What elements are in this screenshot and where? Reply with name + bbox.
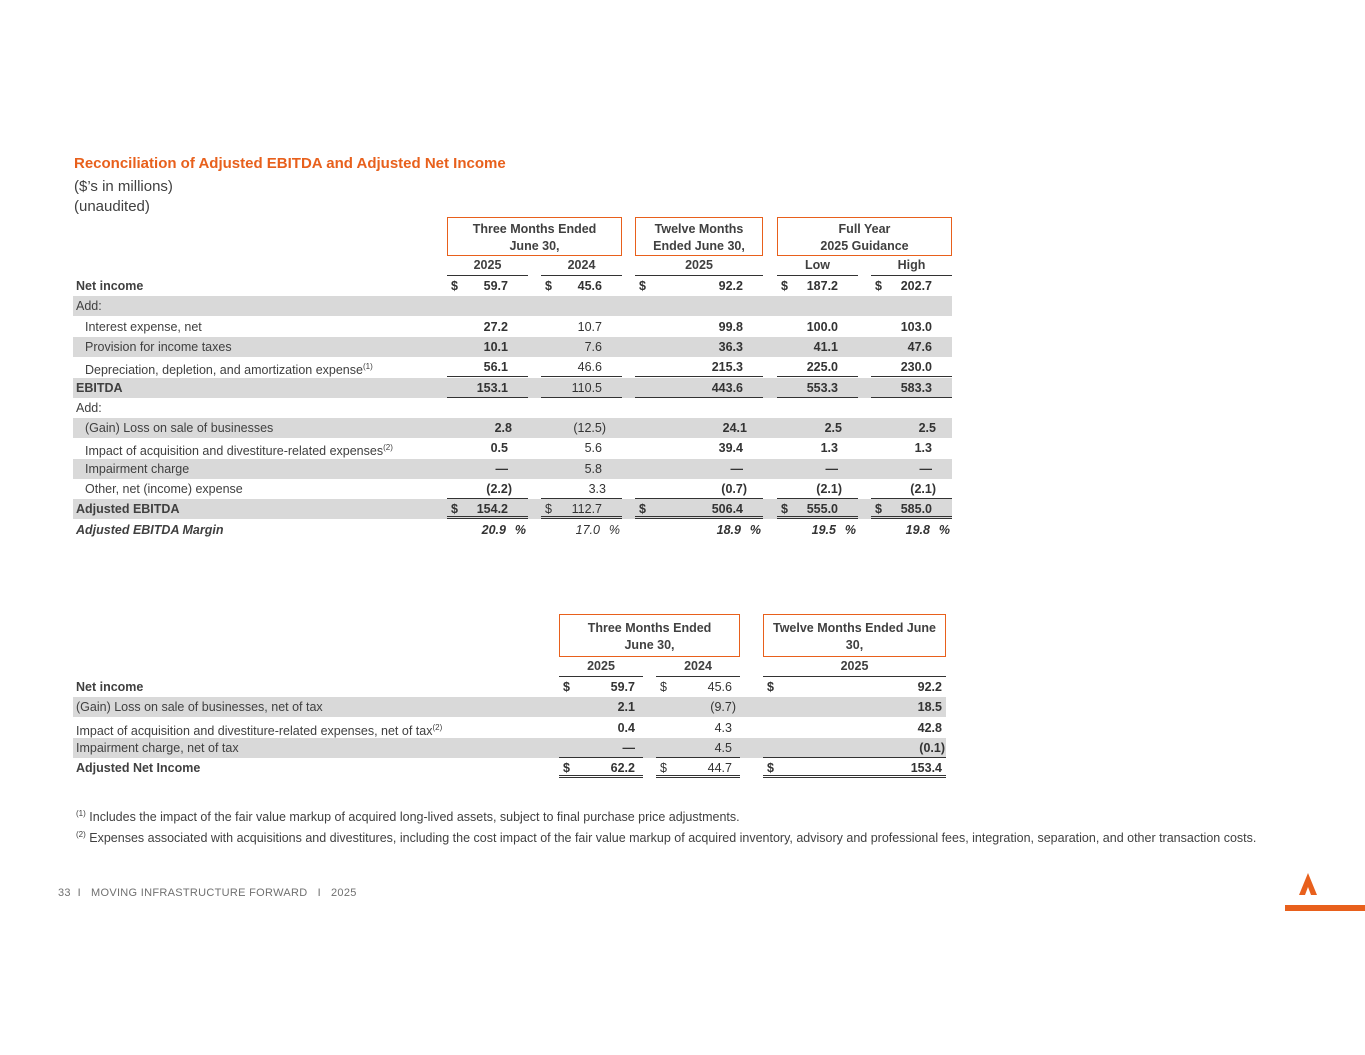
units-note: ($’s in millions) [74, 178, 173, 195]
currency-symbol: $ [875, 502, 882, 517]
currency-symbol: $ [563, 680, 570, 694]
cell-value: (2.1) [910, 482, 936, 496]
cell-value: 92.2 [917, 680, 942, 694]
cell-value: 24.1 [722, 421, 747, 436]
table-row [73, 337, 952, 357]
currency-symbol: $ [639, 502, 646, 517]
table-cell [559, 718, 643, 738]
cell-value: — [919, 461, 932, 476]
cell-value: 41.1 [813, 339, 838, 354]
cell-value: 5.6 [584, 441, 602, 456]
footnote-1-text: Includes the impact of the fair value markup of acquired long-lived assets, subject to final purchase price adjustments. [89, 810, 740, 825]
table-cell [559, 697, 643, 717]
row-label [76, 520, 223, 540]
table-cell [447, 317, 528, 337]
table-cell [635, 459, 763, 479]
cell-value: 583.3 [900, 380, 932, 395]
table-cell [777, 520, 858, 540]
col-2024-q-2: 2024 [656, 658, 740, 677]
row-label-text: Interest expense, net [85, 319, 202, 334]
page-number: 33 [58, 887, 71, 899]
row-label-text: Add: [76, 299, 102, 314]
col-2025-q-2: 2025 [559, 658, 643, 677]
row-label-text: Other, net (income) expense [85, 482, 243, 496]
table-cell [447, 499, 528, 519]
footnote-ref: (2) [432, 722, 443, 732]
cell-value: 46.6 [577, 360, 602, 375]
cell-value: 44.7 [707, 761, 732, 776]
page-title: Reconciliation of Adjusted EBITDA and Adjusted Net Income [74, 155, 506, 172]
cell-value: 19.5 [811, 522, 836, 537]
cell-value: 10.7 [577, 319, 602, 334]
table-cell [447, 459, 528, 479]
row-label-text: Impact of acquisition and divestiture-related expenses, net of tax [76, 723, 433, 738]
table-cell [541, 479, 622, 499]
cell-value: 1.3 [914, 441, 932, 456]
currency-symbol: $ [660, 680, 667, 694]
footnote-ref: (1) [362, 362, 373, 372]
cell-value: 202.7 [900, 279, 932, 293]
currency-symbol: $ [781, 502, 788, 517]
cell-value: 103.0 [900, 319, 932, 334]
col-2025-ttm: 2025 [635, 257, 763, 276]
table-cell [777, 357, 858, 377]
row-label-text: Impairment charge, net of tax [76, 740, 239, 755]
table-cell [635, 337, 763, 357]
footnote-ref: (2) [383, 443, 393, 453]
table-cell [777, 317, 858, 337]
cell-value: 2.8 [494, 421, 512, 436]
table-cell [656, 697, 740, 717]
footnote-2-mark: (2) [76, 830, 86, 839]
cell-value: 110.5 [571, 380, 602, 395]
cell-value: 0.4 [617, 720, 635, 735]
row-label [85, 479, 243, 499]
cell-value: 47.6 [907, 339, 932, 354]
table-cell [541, 276, 622, 296]
table-cell [541, 459, 622, 479]
row-label [85, 418, 273, 438]
table-cell [635, 276, 763, 296]
table-cell [763, 718, 946, 738]
cell-value: (9.7) [710, 700, 736, 715]
currency-symbol: $ [639, 279, 646, 293]
table-cell [763, 677, 946, 697]
table-row [73, 758, 946, 778]
table-cell [635, 317, 763, 337]
table-cell [777, 276, 858, 296]
footnote-1-mark: (1) [76, 809, 86, 818]
table-cell [541, 378, 622, 398]
currency-symbol: $ [451, 502, 458, 517]
table-row [73, 317, 952, 337]
footer-sep-2: I [317, 887, 321, 899]
cell-value: 3.3 [588, 482, 606, 496]
table-cell [635, 357, 763, 377]
table-cell [635, 479, 763, 499]
table-cell [871, 459, 952, 479]
table-cell [541, 418, 622, 438]
currency-symbol: $ [767, 761, 774, 776]
cell-value: 2.5 [824, 421, 842, 436]
table-cell [871, 378, 952, 398]
table-row [73, 479, 952, 499]
table-row [73, 418, 952, 438]
cell-value: 154.2 [476, 502, 508, 517]
cell-value: 42.8 [917, 720, 942, 735]
cell-value: 18.5 [917, 700, 942, 715]
cell-value: — [495, 461, 508, 476]
row-label-text: Net income [76, 680, 144, 694]
table-cell [541, 499, 622, 519]
cell-value: 18.9 [716, 522, 741, 537]
percent-symbol: % [938, 522, 950, 537]
cell-value: 585.0 [900, 502, 932, 517]
footnote-2 [76, 826, 1291, 847]
footer-sep-1: I [77, 887, 81, 899]
cell-value: 20.9 [481, 522, 506, 537]
table-cell [871, 357, 952, 377]
cell-value: 4.3 [714, 720, 732, 735]
cell-value: 230.0 [900, 360, 932, 375]
table-cell [777, 378, 858, 398]
table-cell [541, 520, 622, 540]
table-cell [541, 337, 622, 357]
row-label-text: (Gain) Loss on sale of businesses [85, 421, 274, 436]
table-cell [871, 520, 952, 540]
row-label [76, 378, 123, 398]
table-cell [656, 718, 740, 738]
header-three-months: Three Months Ended June 30, [447, 217, 622, 256]
row-label-text: Adjusted Net Income [76, 761, 201, 776]
table-row [73, 697, 946, 717]
logo-mark [1299, 873, 1317, 895]
table-cell [763, 738, 946, 758]
table-row [73, 276, 952, 296]
table-cell [656, 677, 740, 697]
cell-value: 443.6 [711, 380, 743, 395]
cell-value: — [730, 461, 743, 476]
table-cell [447, 418, 528, 438]
cell-value: 92.2 [718, 279, 743, 293]
col-low: Low [777, 257, 858, 276]
row-label [76, 276, 143, 296]
row-label [76, 697, 323, 717]
logo-bar [1285, 905, 1365, 911]
table-cell [559, 738, 643, 758]
currency-symbol: $ [660, 761, 667, 776]
table-row [73, 296, 952, 316]
currency-symbol: $ [767, 680, 774, 694]
footer-year: 2025 [331, 887, 357, 899]
table-row [73, 738, 946, 758]
col-2025-q: 2025 [447, 257, 528, 276]
cell-value: — [622, 740, 635, 755]
cell-value: — [825, 461, 838, 476]
cell-value: 225.0 [806, 360, 838, 375]
row-label [85, 317, 202, 337]
table-cell [447, 337, 528, 357]
table-cell [447, 357, 528, 377]
row-label [76, 758, 200, 778]
table-cell [541, 317, 622, 337]
table-cell [656, 758, 740, 778]
cell-value: 17.0 [575, 522, 600, 537]
percent-symbol: % [749, 522, 761, 537]
table-cell [656, 738, 740, 758]
cell-value: 112.7 [571, 502, 602, 517]
cell-value: 555.0 [806, 502, 838, 517]
table-cell [777, 337, 858, 357]
company-logo-icon [1285, 870, 1365, 912]
col-2024-q: 2024 [541, 257, 622, 276]
table-cell [635, 520, 763, 540]
cell-value: 99.8 [718, 319, 743, 334]
row-label-text: Adjusted EBITDA Margin [76, 522, 224, 537]
cell-value: 10.1 [483, 339, 508, 354]
table-row [73, 378, 952, 398]
table-cell [777, 438, 858, 458]
table-row [73, 718, 946, 738]
table-row [73, 398, 952, 418]
row-label-text: Add: [76, 400, 102, 415]
cell-value: 45.6 [577, 279, 602, 293]
table-cell [777, 499, 858, 519]
unaudited-note: (unaudited) [74, 198, 150, 215]
table-cell [871, 479, 952, 499]
row-label [85, 337, 232, 357]
row-label [76, 398, 102, 418]
cell-value: 553.3 [806, 380, 838, 395]
table-cell [541, 357, 622, 377]
row-label-text: Impairment charge [85, 461, 190, 476]
cell-value: 7.6 [584, 339, 602, 354]
cell-value: 62.2 [610, 761, 635, 776]
cell-value: 100.0 [806, 319, 838, 334]
row-label-text: (Gain) Loss on sale of businesses, net of tax [76, 700, 323, 715]
table-cell [763, 697, 946, 717]
currency-symbol: $ [545, 279, 552, 293]
table-row [73, 438, 952, 458]
row-label-text: Net income [76, 279, 144, 293]
cell-value: (2.2) [486, 482, 512, 496]
percent-symbol: % [514, 522, 526, 537]
table-cell [777, 459, 858, 479]
cell-value: 2.1 [617, 700, 635, 715]
cell-value: 0.5 [490, 441, 508, 456]
row-label-text: Depreciation, depletion, and amortization expense [85, 363, 363, 378]
currency-symbol: $ [781, 279, 788, 293]
cell-value: 59.7 [483, 279, 508, 293]
cell-value: 153.1 [476, 380, 508, 395]
percent-symbol: % [608, 522, 620, 537]
footnote-2-text: Expenses associated with acquisitions and divestitures, including the cost impact of the fair value markup of acquired inventory, advisory and professional fees, integration, separation, and other transaction costs. [89, 831, 1257, 846]
row-label-text: EBITDA [76, 380, 123, 395]
row-label-text: Provision for income taxes [85, 339, 232, 354]
row-label-text: Impact of acquisition and divestiture-related expenses [85, 444, 384, 459]
table-cell [447, 438, 528, 458]
col-2025-ttm-2: 2025 [763, 658, 946, 677]
footer-tagline: MOVING INFRASTRUCTURE FORWARD [91, 887, 308, 899]
header-three-months-2: Three Months Ended June 30, [559, 614, 740, 657]
cell-value: (2.1) [816, 482, 842, 496]
col-high: High [871, 257, 952, 276]
header-twelve-months-2: Twelve Months Ended June 30, [763, 614, 946, 657]
cell-value: 506.4 [711, 502, 743, 517]
cell-value: 56.1 [483, 360, 508, 375]
page-footer [58, 887, 357, 899]
table-cell [871, 438, 952, 458]
table-cell [447, 378, 528, 398]
row-label-text: Adjusted EBITDA [76, 502, 180, 517]
cell-value: 5.8 [584, 461, 602, 476]
currency-symbol: $ [451, 279, 458, 293]
table-cell [871, 317, 952, 337]
percent-symbol: % [844, 522, 856, 537]
table-row [73, 677, 946, 697]
header-twelve-months: Twelve Months Ended June 30, [635, 217, 763, 256]
cell-value: 4.5 [714, 740, 732, 755]
table-cell [871, 276, 952, 296]
cell-value: 27.2 [483, 319, 508, 334]
table-row [73, 520, 952, 540]
cell-value: 215.3 [711, 360, 743, 375]
header-guidance: Full Year 2025 Guidance [777, 217, 952, 256]
cell-value: 187.2 [806, 279, 838, 293]
row-label [76, 677, 143, 697]
cell-value: 153.4 [910, 761, 942, 776]
row-label [76, 738, 239, 758]
table-cell [871, 499, 952, 519]
table-cell [559, 758, 643, 778]
table-cell [763, 758, 946, 778]
currency-symbol: $ [563, 761, 570, 776]
currency-symbol: $ [545, 502, 552, 517]
table-cell [447, 520, 528, 540]
row-label [76, 296, 102, 316]
cell-value: 45.6 [707, 680, 732, 694]
table-cell [777, 418, 858, 438]
table-cell [541, 438, 622, 458]
row-label [85, 459, 189, 479]
table-cell [635, 438, 763, 458]
table-row [73, 499, 952, 519]
table-cell [635, 499, 763, 519]
row-label [76, 499, 179, 519]
cell-value: 36.3 [718, 339, 743, 354]
cell-value: 2.5 [918, 421, 936, 436]
currency-symbol: $ [875, 279, 882, 293]
table-row [73, 459, 952, 479]
cell-value: 19.8 [905, 522, 930, 537]
cell-value: 1.3 [820, 441, 838, 456]
table-cell [871, 418, 952, 438]
footnote-1 [76, 805, 1296, 826]
table-cell [777, 479, 858, 499]
table-cell [635, 378, 763, 398]
cell-value: (0.1) [919, 740, 945, 755]
table-row [73, 357, 952, 377]
table-cell [447, 276, 528, 296]
cell-value: (12.5) [573, 421, 606, 436]
table-cell [635, 418, 763, 438]
table-cell [559, 677, 643, 697]
cell-value: 39.4 [718, 441, 743, 456]
cell-value: (0.7) [721, 482, 747, 496]
cell-value: 59.7 [610, 680, 635, 694]
table-cell [447, 479, 528, 499]
table-cell [871, 337, 952, 357]
